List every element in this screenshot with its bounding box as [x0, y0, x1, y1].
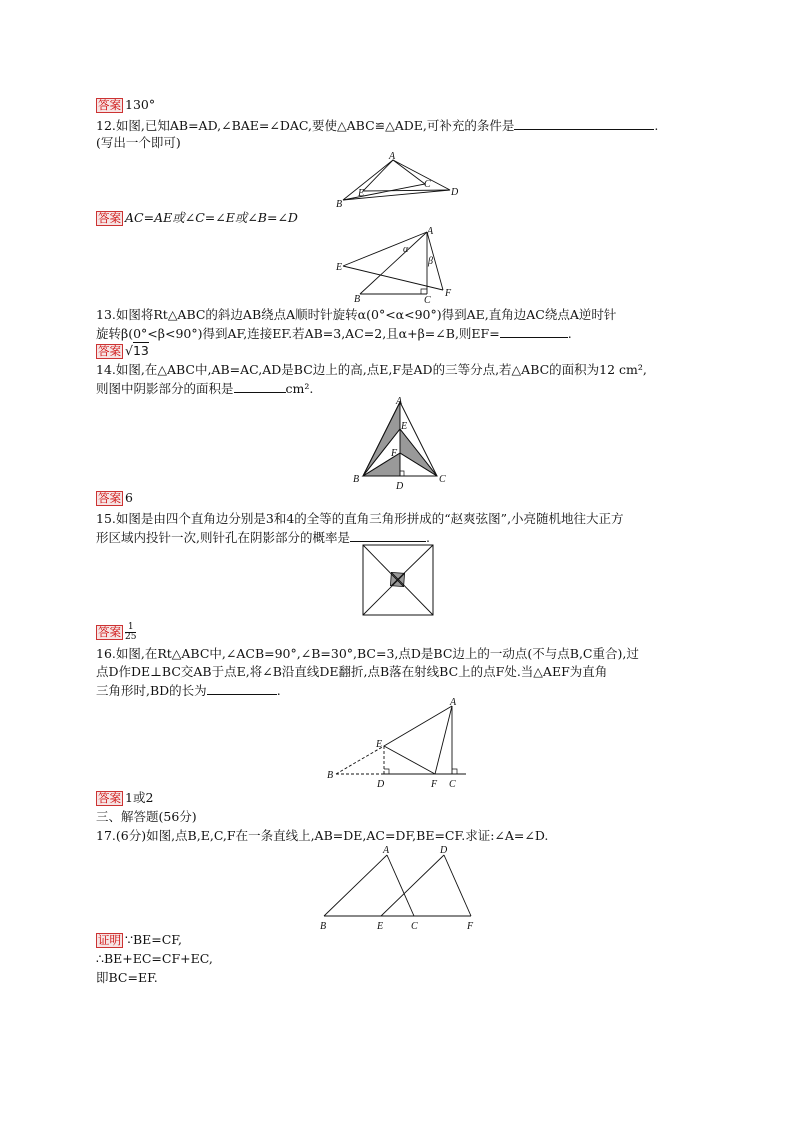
- q14-label-e: E: [401, 421, 408, 432]
- q12-period: .: [654, 118, 659, 133]
- q11-answer: [96, 97, 155, 113]
- q16-label-d: D: [377, 779, 385, 790]
- q14-answer-blank: [234, 380, 286, 393]
- q14-label-c: C: [439, 474, 446, 485]
- q14-label-b: B: [353, 474, 360, 485]
- q17-proof-line2: ∴BE+EC=CF+EC,: [96, 951, 213, 966]
- q17-proof-text-1: ∵BE=CF,: [125, 932, 183, 947]
- q15-answer-blank: [350, 529, 426, 542]
- q13-answer: [96, 343, 149, 359]
- q16-answer-blank: [207, 682, 277, 695]
- q12-label-e: E: [358, 188, 365, 199]
- q15-answer-denominator: 25: [125, 632, 137, 642]
- answer-tag: 答案: [98, 491, 121, 505]
- q12-label-b: B: [336, 199, 343, 210]
- q13-answer-sqrt: √13: [125, 343, 149, 358]
- q17-figure: [316, 844, 478, 932]
- q13-period: .: [567, 326, 572, 341]
- q16-figure: [320, 694, 475, 792]
- q14-label-a: A: [396, 396, 403, 407]
- q16-label-e: E: [376, 739, 383, 750]
- q17-label-d: D: [440, 845, 448, 856]
- q15-figure: [362, 544, 434, 616]
- q12-label-d: D: [451, 187, 459, 198]
- proof-tag: 证明: [98, 933, 121, 947]
- q15-line1: 15.如图是由四个直角边分别是3和4的全等的直角三角形拼成的“赵爽弦图”,小亮随机地往大正方: [96, 511, 624, 526]
- q16-period: .: [276, 683, 281, 698]
- q13-label-c: C: [424, 295, 431, 304]
- q14-unit: cm².: [285, 381, 314, 396]
- q17-line1: 17.(6分)如图,点B,E,C,F在一条直线上,AB=DE,AC=DF,BE=CF.求证:∠A=∠D.: [96, 828, 549, 843]
- q17-label-b: B: [320, 921, 327, 932]
- q14-label-d: D: [396, 481, 404, 492]
- q12-label-a: A: [389, 151, 396, 162]
- q17-proof-line3: 即BC=EF.: [96, 970, 158, 985]
- q13-label-beta: β: [428, 256, 433, 267]
- answer-tag: 答案: [98, 344, 121, 358]
- q16-line2: 点D作DE⊥BC交AB于点E,将∠B沿直线DE翻折,点B落在射线BC上的点F处.当△AEF为直角: [96, 664, 608, 679]
- q16-label-a: A: [450, 697, 457, 708]
- q17-proof-line1: [96, 932, 182, 948]
- q15-answer-fraction: [125, 623, 136, 642]
- q12-answer-text: AC=AE或∠C=∠E或∠B=∠D: [125, 210, 298, 225]
- q15-answer: [96, 622, 136, 642]
- section3-title: 三、解答题(56分): [96, 809, 197, 824]
- q15-answer-numerator: 1: [125, 623, 136, 633]
- q16-answer: [96, 790, 153, 806]
- q15-period: .: [425, 530, 430, 545]
- q14-figure: [345, 396, 455, 494]
- q14-line1: 14.如图,在△ABC中,AB=AC,AD是BC边上的高,点E,F是AD的三等分点,若△ABC的面积为12 cm²,: [96, 362, 647, 377]
- q16-question-text: 三角形时,BD的长为: [96, 683, 207, 698]
- answer-tag: 答案: [98, 211, 121, 225]
- answer-tag: 答案: [98, 625, 121, 639]
- q16-answer-text: 1或2: [125, 790, 154, 805]
- q13-line2: [96, 325, 572, 342]
- q15-question-text: 形区域内投针一次,则针孔在阴影部分的概率是: [96, 530, 350, 545]
- q16-label-c: C: [449, 779, 456, 790]
- q13-label-e: E: [336, 262, 343, 273]
- q13-question-text: 旋转β(0°<β<90°)得到AF,连接EF.若AB=3,AC=2,且α+β=∠B,则EF=: [96, 326, 500, 341]
- q12-question-text: 12.如图,已知AB=AD,∠BAE=∠DAC,要使△ABC≌△ADE,可补充的条件是: [96, 118, 515, 133]
- q16-label-f: F: [431, 779, 438, 790]
- q17-label-e: E: [377, 921, 384, 932]
- q17-label-f: F: [467, 921, 474, 932]
- q14-question-text: 则图中阴影部分的面积是: [96, 381, 234, 396]
- q17-label-c: C: [411, 921, 418, 932]
- q11-answer-text: 130°: [125, 97, 156, 112]
- q12-figure: [335, 150, 465, 210]
- q14-answer-text: 6: [125, 490, 133, 505]
- q13-label-a: A: [427, 226, 434, 237]
- q13-label-b: B: [354, 294, 361, 304]
- q13-line1: 13.如图将Rt△ABC的斜边AB绕点A顺时针旋转α(0°<α<90°)得到AE,直角边AC绕点A逆时针: [96, 307, 617, 322]
- q14-answer: [96, 490, 133, 506]
- q13-label-f: F: [445, 288, 452, 299]
- q13-label-alpha: α: [403, 244, 409, 255]
- q14-line2: [96, 380, 313, 397]
- q17-label-a: A: [383, 845, 390, 856]
- q12-label-c: C: [424, 179, 431, 190]
- q12-line2: (写出一个即可): [96, 135, 181, 150]
- q13-answer-radicand: 13: [132, 343, 149, 358]
- q12-line1: [96, 117, 658, 134]
- q13-answer-blank: [500, 325, 568, 338]
- q16-line3: [96, 682, 281, 699]
- answer-tag: 答案: [98, 98, 121, 112]
- answer-tag: 答案: [98, 791, 121, 805]
- q12-answer: [96, 210, 298, 226]
- q13-figure: [335, 226, 465, 304]
- q14-label-f: F: [391, 448, 398, 459]
- q12-answer-blank: [514, 117, 654, 130]
- q16-label-b: B: [327, 770, 334, 781]
- q16-line1: 16.如图,在Rt△ABC中,∠ACB=90°,∠B=30°,BC=3,点D是BC边上的一动点(不与点B,C重合),过: [96, 646, 639, 661]
